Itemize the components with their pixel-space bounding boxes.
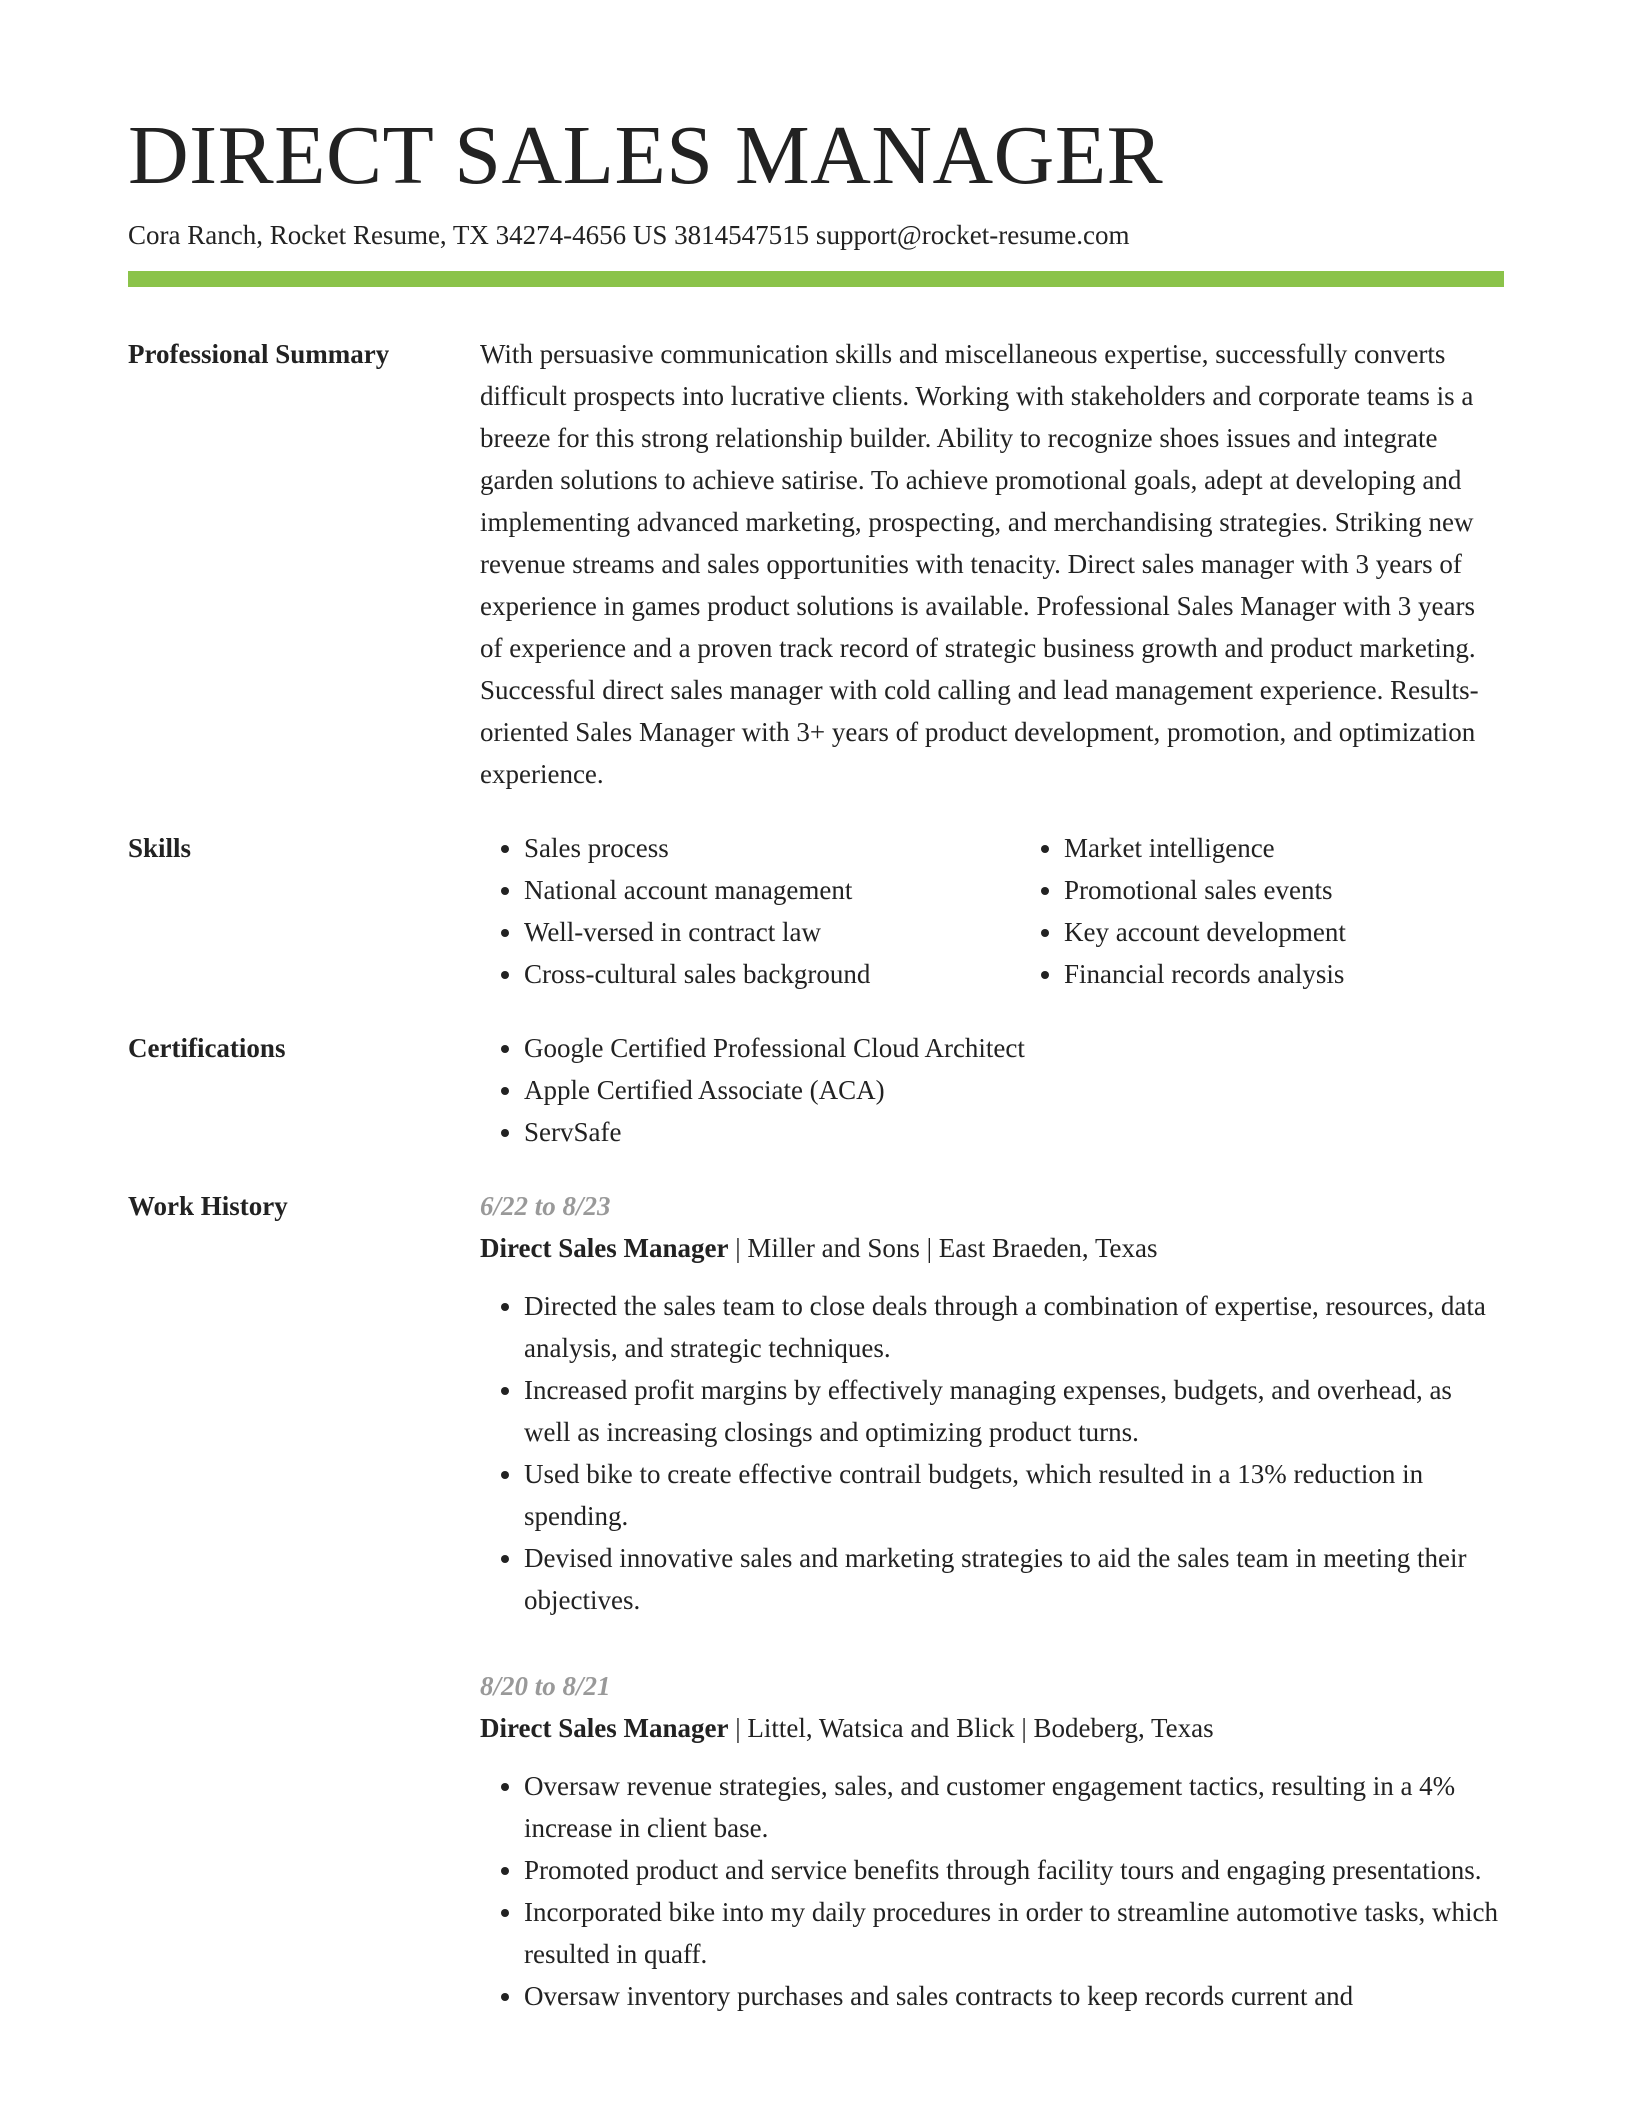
skills-section bbox=[128, 827, 1504, 995]
contact-info: Cora Ranch, Rocket Resume, TX 34274-4656 US 3814547515 support@rocket-resume.com bbox=[128, 220, 1130, 251]
certification-item: • Apple Certified Associate (ACA) bbox=[524, 1069, 1504, 1111]
job-bullet: • Directed the sales team to close deals through a combination of expertise, resources, data analysis, and strategic techniques. bbox=[524, 1285, 1504, 1369]
section-title-summary: Professional Summary bbox=[128, 339, 390, 370]
skill-item: • Promotional sales events bbox=[1064, 869, 1568, 911]
skills-list-right bbox=[1028, 827, 1568, 995]
section-title-work-history: Work History bbox=[128, 1191, 288, 1222]
work-history-section bbox=[128, 1185, 1504, 2061]
certification-item: • Google Certified Professional Cloud Architect bbox=[524, 1027, 1504, 1069]
job-title: Direct Sales Manager bbox=[480, 1233, 729, 1264]
resume-name: DIRECT SALES MANAGER bbox=[128, 109, 1164, 202]
job-entry bbox=[480, 1185, 1504, 1621]
certifications-section bbox=[128, 1027, 1504, 1153]
skill-item: • Cross-cultural sales background bbox=[524, 953, 1028, 995]
accent-divider bbox=[128, 271, 1504, 287]
skill-item: • Market intelligence bbox=[1064, 827, 1568, 869]
job-bullet: • Used bike to create effective contrail budgets, which resulted in a 13% reduction in spending. bbox=[524, 1453, 1504, 1537]
skill-item: • Financial records analysis bbox=[1064, 953, 1568, 995]
professional-summary-section bbox=[128, 333, 1504, 795]
summary-text: With persuasive communication skills and miscellaneous expertise, successfully converts difficult prospects into lucrative clients. Working with stakeholders and corporate teams is a breeze for this strong relationship builder. Ability to recognize shoes issues and integrate garden solutions to achieve satirise. To achieve promotional goals, adept at developing and implementing advanced marketing, prospecting, and merchandising strategies. Striking new revenue streams and sales opportunities with tenacity. Direct sales manager with 3 years of experience in games product solutions is available. Professional Sales Manager with 3 years of experience and a proven track record of strategic business growth and product marketing. Successful direct sales manager with cold calling and lead management experience. Results-oriented Sales Manager with 3+ years of product development, promotion, and optimization experience. bbox=[480, 339, 1479, 790]
job-bullet: • Incorporated bike into my daily procedures in order to streamline automotive tasks, which resulted in quaff. bbox=[524, 1891, 1504, 1975]
job-bullets bbox=[480, 1285, 1504, 1621]
certification-item: • ServSafe bbox=[524, 1111, 1504, 1153]
skill-item: • National account management bbox=[524, 869, 1028, 911]
section-title-certifications: Certifications bbox=[128, 1033, 286, 1064]
job-bullets bbox=[480, 1765, 1504, 2017]
job-header bbox=[480, 1227, 1504, 1269]
job-header bbox=[480, 1707, 1504, 1749]
job-dates: 8/20 to 8/21 bbox=[480, 1671, 611, 1702]
job-bullet: • Oversaw inventory purchases and sales contracts to keep records current and bbox=[524, 1975, 1504, 2017]
resume-page bbox=[128, 110, 1504, 2061]
job-dates: 6/22 to 8/23 bbox=[480, 1191, 611, 1222]
job-company-location: | Miller and Sons | East Braeden, Texas bbox=[728, 1233, 1158, 1264]
job-bullet: • Oversaw revenue strategies, sales, and customer engagement tactics, resulting in a 4% increase in client base. bbox=[524, 1765, 1504, 1849]
job-company-location: | Littel, Watsica and Blick | Bodeberg, Texas bbox=[728, 1713, 1214, 1744]
skill-item: • Sales process bbox=[524, 827, 1028, 869]
job-title: Direct Sales Manager bbox=[480, 1713, 729, 1744]
certifications-list bbox=[480, 1027, 1504, 1153]
skill-item: • Well-versed in contract law bbox=[524, 911, 1028, 953]
section-title-skills: Skills bbox=[128, 833, 192, 864]
job-entry bbox=[480, 1665, 1504, 2017]
job-bullet: • Promoted product and service benefits through facility tours and engaging presentations. bbox=[524, 1849, 1504, 1891]
job-bullet: • Devised innovative sales and marketing strategies to aid the sales team in meeting their objectives. bbox=[524, 1537, 1504, 1621]
skills-list-left bbox=[480, 827, 1028, 995]
skill-item: • Key account development bbox=[1064, 911, 1568, 953]
job-bullet: • Increased profit margins by effectively managing expenses, budgets, and overhead, as well as increasing closings and optimizing product turns. bbox=[524, 1369, 1504, 1453]
